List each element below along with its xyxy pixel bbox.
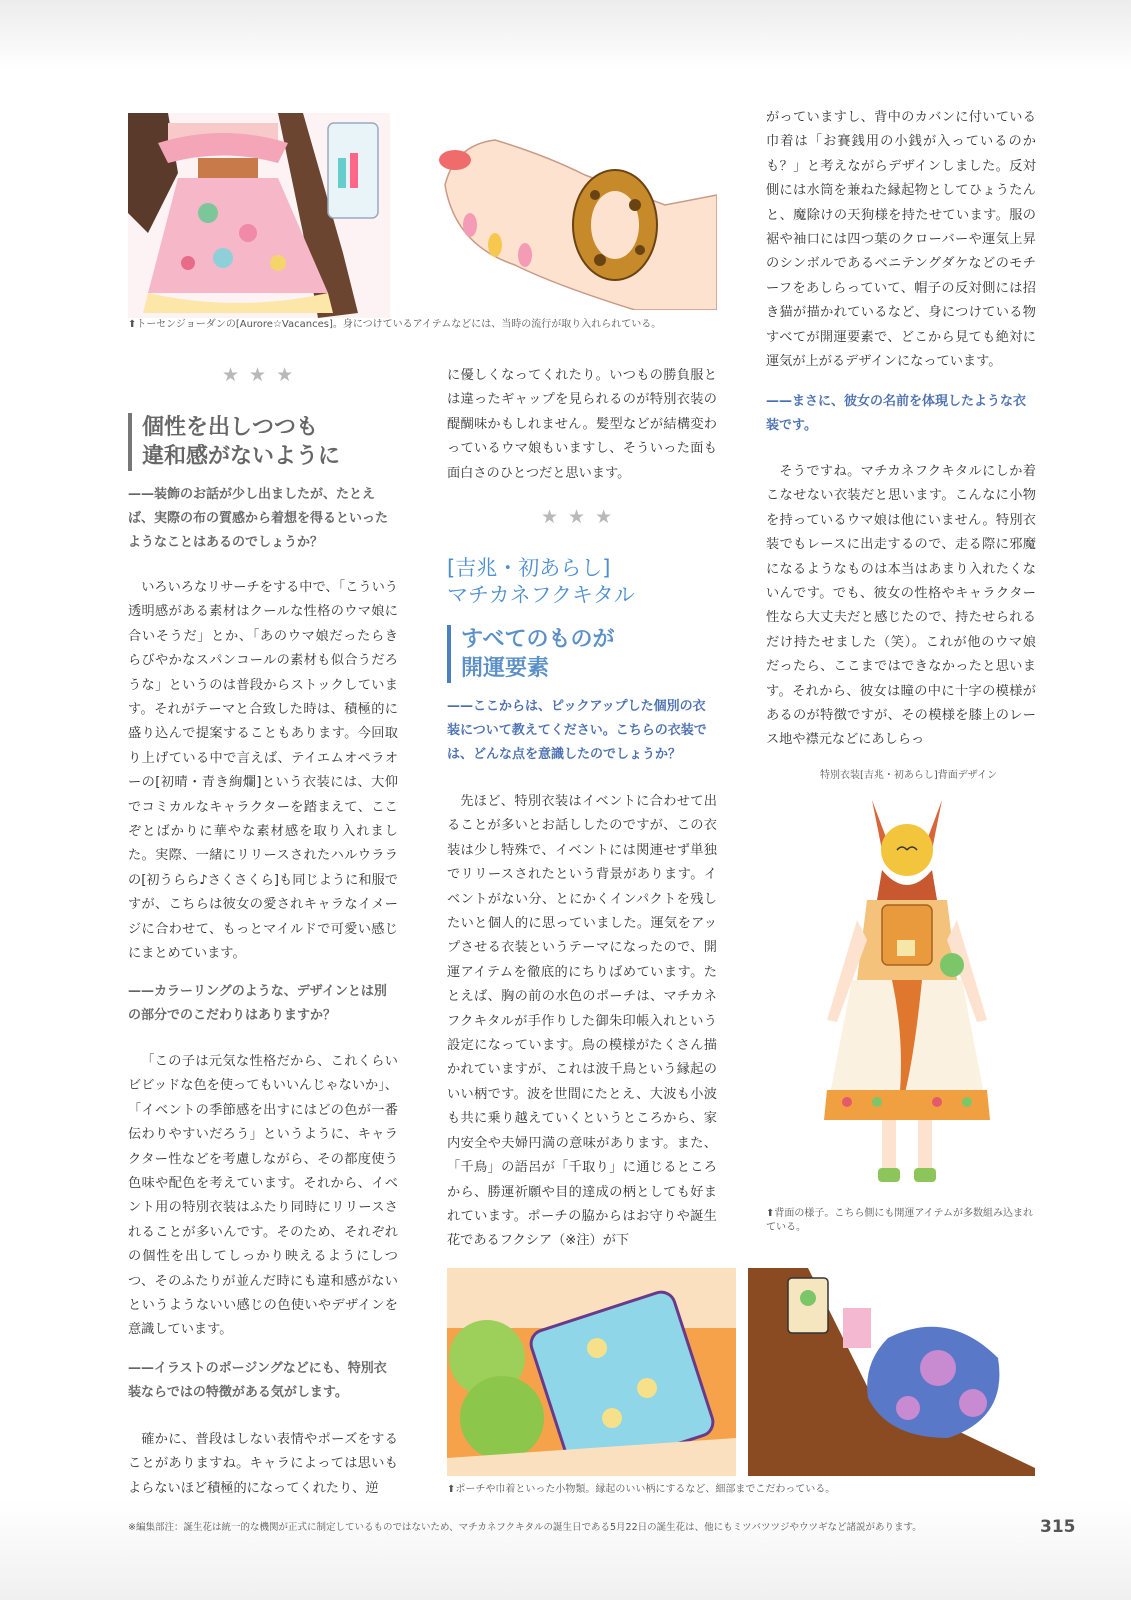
answer-costume-continued — [766, 106, 1036, 374]
costume-title-text: [吉兆・初あらし] — [447, 556, 611, 580]
bottom-shade — [0, 1500, 1131, 1600]
question-fabric: ——装飾のお話が少し出ましたが、たとえば、実際の布の質感から着想を得るといったようなことはあるのでしょうか？ — [128, 487, 389, 550]
top-shade — [0, 0, 1131, 70]
back-design-caption: 特別衣装[吉兆・初あらし]背面デザイン — [820, 770, 998, 781]
page-number: 315 — [1040, 1517, 1076, 1537]
dress-illustration — [128, 113, 390, 318]
heading-line-1: すべてのものが — [461, 627, 615, 652]
answer-costume — [447, 790, 717, 1254]
section-divider-stars: ★★★ — [222, 364, 304, 386]
costume-character-name: マチカネフクキタル — [447, 583, 635, 607]
answer-paragraph: 先ほど、特別衣装はイベントに合わせて出ることが多いとお話ししたのですが、この衣装は少し特殊で、イベントには関連せず単独でリリースされたという背景があります。イベントがない分、とにかくインパクトを残したいと個人的に思っていました。運気をアップさせる衣装というテーマになったので、開運アイテムを徹底的にちりばめています。たとえば、胸の前の水色のポーチは、マチカネフクキタルが手作りした御朱印帳入れという設定になっています。鳥の模様がたくさん描かれていますが、これは波千鳥という縁起のいい柄です。波を世間にたとえ、大波も小波も共に乗り越えていくというところから、家内安全や夫婦円満の意味があります。また、「千鳥」の語呂が「千取り」に通じるところから、勝運祈願や目的達成の柄としても好まれています。ポーチの脇からはお守りや誕生花であるフクシア（※注）が下 — [447, 794, 717, 1249]
pouch-illustration — [447, 1268, 736, 1476]
heading-line-2: 違和感がないように — [142, 444, 341, 469]
back-design-illustration — [812, 790, 1002, 1200]
drawstring-bag-illustration — [748, 1268, 1035, 1476]
answer-name — [766, 460, 1036, 753]
answer-posing-continued — [447, 364, 717, 486]
back-note-caption: ⬆背面の様子。こちら側にも開運アイテムが多数組み込まれている。 — [766, 1208, 1033, 1233]
editor-footnote: ※編集部注：誕生花は統一的な機関が正式に制定しているものではないため、マチカネフクキタルの誕生日である5月22日の誕生花は、他にもミツバツツジやウツギなど諸説があります。 — [128, 1522, 922, 1533]
heading-line-2: 開運要素 — [461, 656, 550, 681]
answer-paragraph: に優しくなってくれたり。いつもの勝負服とは違ったギャップを見られるのが特別衣装の醍醐味かもしれません。髪型などが結構変わっているウマ娘もいますし、そういった面も面白さのひとつだと思います。 — [447, 368, 717, 481]
section-divider-stars: ★★★ — [541, 506, 623, 528]
answer-paragraph: いろいろなリサーチをする中で、「こういう透明感がある素材はクールな性格のウマ娘に合いそうだ」とか、「あのウマ娘だったらきらびやかなスパンコールの素材も似合うだろうな」というのは普段からストックしています。それがテーマと合致した時は、積極的に盛り込んで提案することもあります。今回取り上げている中で言えば、テイエムオペラオーの[初晴・青き絢爛]という衣装には、大仰でコミカルなキャラクターを踏まえて、ここぞとばかりに華やな素材感を取り入れました。実際、一緒にリリースされたハルウララの[初うらら♪さくさくら]も同じように和服ですが、こちらは彼女の愛されキャラなイメージに合わせて、もっとマイルドで可愛い感じにまとめています。 — [128, 580, 398, 962]
heading-line-1: 個性を出しつつも — [142, 415, 319, 440]
question-name: ——まさに、彼女の名前を体現したような衣装です。 — [766, 394, 1027, 433]
answer-fabric — [128, 576, 398, 967]
bottom-caption: ⬆ポーチや巾着といった小物類。縁起のいい柄にするなど、細部までこだわっている。 — [447, 1484, 836, 1495]
answer-paragraph: そうですね。マチカネフクキタルにしか着こなせない衣装だと思います。こんなに小物を持っているウマ娘は他にいません。特別衣装でもレースに出走するので、走る際に邪魔になるようなものは本当はあまり入れたくないんです。でも、彼女の性格やキャラクター性なら大丈夫だと感じたので、持たせられるだけ持たせました（笑）。これが他のウマ娘だったら、ここまではできなかったと思います。それから、彼女は瞳の中に十字の模様があるのが特徴ですが、その模様を膝上のレース地や襟元などにあしらっ — [766, 464, 1036, 748]
section-heading-lucky — [447, 625, 721, 683]
section-heading-individuality — [128, 413, 402, 471]
answer-paragraph: 「この子は元気な性格だから、これくらいビビッドな色を使ってもいいんじゃないか」、「イベントの季節感を出すにはどの色が一番伝わりやすいだろう」というように、キャラクター性などを考慮しながら、その都度使う色味や配色を考えています。それから、イベント用の特別衣装はふたり同時にリリースされることが多いんです。そのため、それぞれの個性を出してしっかり映えるようにしつつ、そのふたりが並んだ時にも違和感がないというようないい感じの色使いやデザインを意識しています。 — [128, 1054, 398, 1338]
answer-paragraph: 確かに、普段はしない表情やポーズをすることがありますね。キャラによっては思いもよらないほど積極的になってくれたり、逆 — [128, 1432, 398, 1496]
hand-bracelet-illustration — [435, 125, 717, 310]
answer-paragraph: がっていますし、背中のカバンに付いている巾着は「お賽銭用の小銭が入っているのかも？」と考えながらデザインしました。反対側には水筒を兼ねた縁起物としてひょうたんと、魔除けの天狗様を持たせています。服の裾や袖口には四つ葉のクローバーや運気上昇のシンボルであるベニテングダケなどのモチーフをあしらっていて、帽子の反対側には招き猫が描かれているなど、身につけている物すべてが開運要素で、どこから見ても絶対に運気が上がるデザインになっています。 — [766, 110, 1036, 370]
top-caption: ⬆トーセンジョーダンの[Aurore☆Vacances]。身につけているアイテムなどには、当時の流行が取り入れられている。 — [128, 319, 662, 330]
question-posing: ——イラストのポージングなどにも、特別衣装ならではの特徴がある気がします。 — [128, 1361, 387, 1400]
costume-title — [447, 555, 717, 609]
question-coloring: ——カラーリングのような、デザインとは別の部分でのこだわりはありますか？ — [128, 984, 387, 1023]
answer-coloring — [128, 1050, 398, 1343]
question-costume: ——ここからは、ピックアップした個別の衣装について教えてください。こちらの衣装では、どんな点を意識したのでしょうか？ — [447, 699, 707, 762]
answer-posing — [128, 1428, 398, 1501]
